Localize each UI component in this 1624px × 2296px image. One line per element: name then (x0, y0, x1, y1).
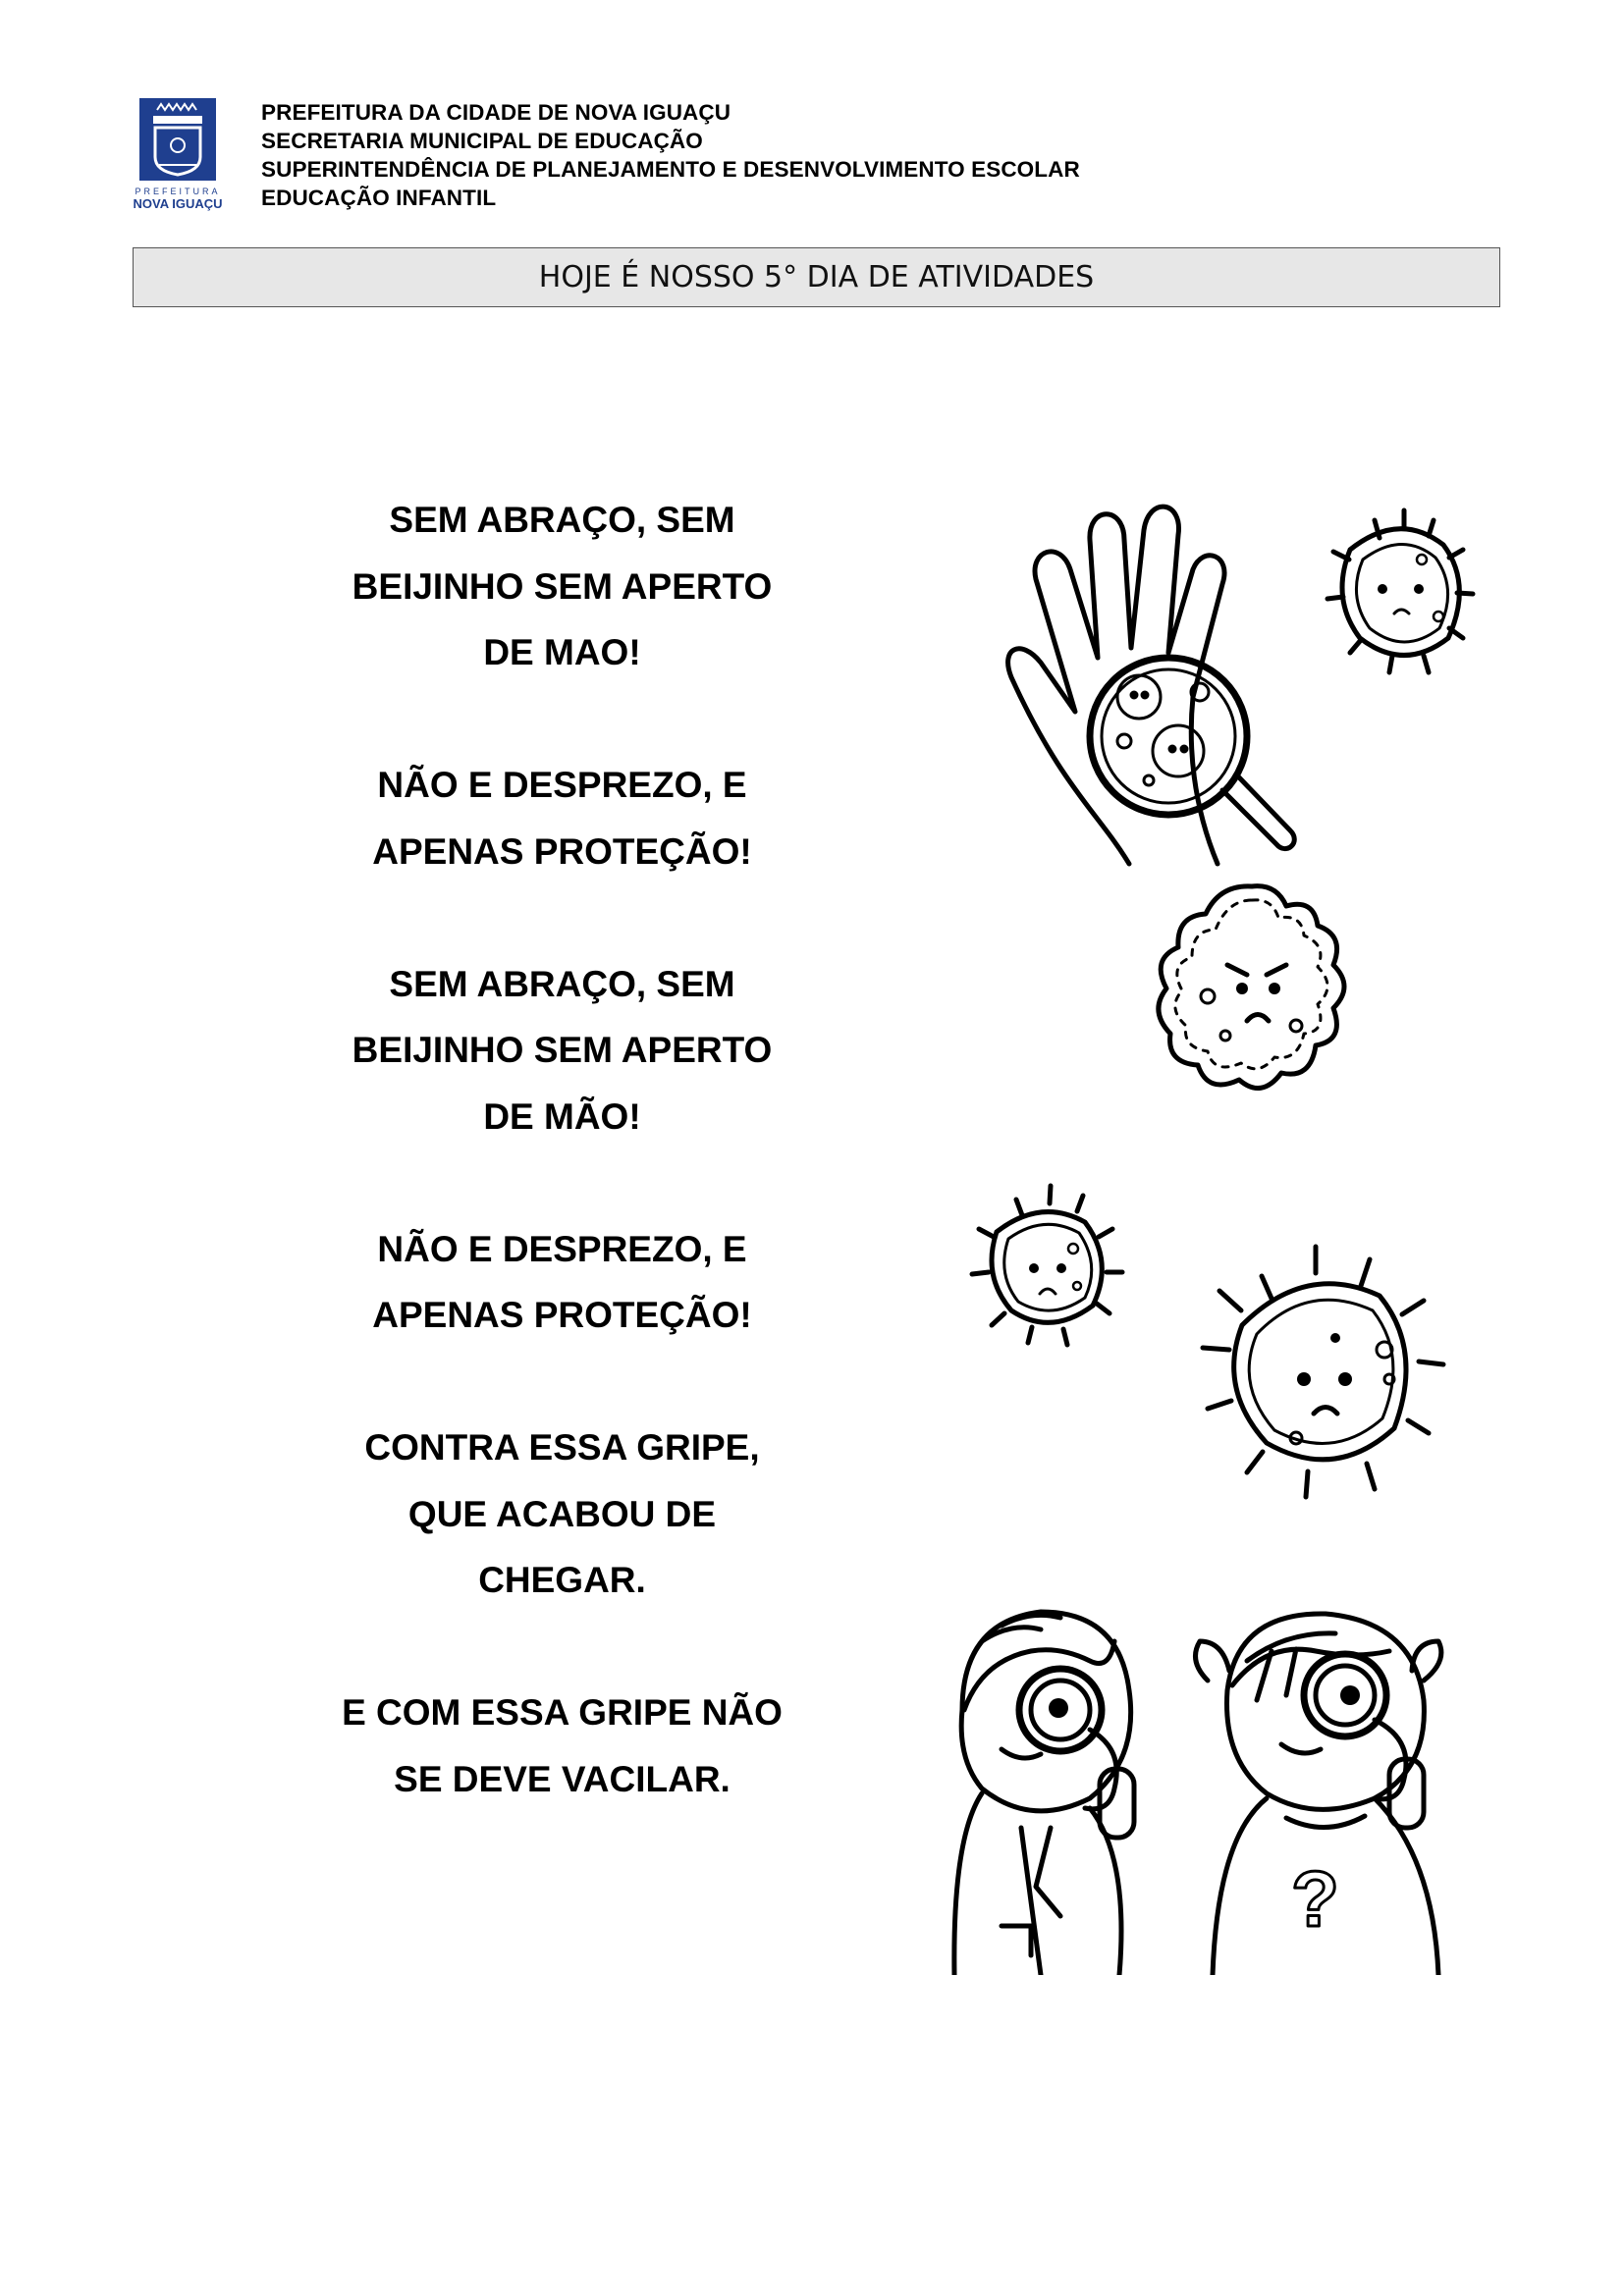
children-icon (943, 1602, 1488, 1975)
poem-line: CHEGAR. (478, 1560, 646, 1600)
poem-line: DE MÃO! (483, 1095, 641, 1137)
virus-icon (967, 1178, 1129, 1355)
poem-line: SE DEVE VACILAR. (394, 1758, 731, 1799)
poem-line: BEIJINHO SEM APERTO (352, 565, 773, 607)
poem (295, 487, 830, 1879)
virus-large (1198, 1232, 1453, 1507)
kids-magnifier-illustration (943, 1602, 1488, 1975)
hand-magnifier-illustration (982, 491, 1335, 874)
hand-germs-icon (982, 491, 1335, 874)
virus-icon (1316, 491, 1483, 687)
poem-line: CONTRA ESSA GRIPE, (364, 1427, 760, 1468)
virus-angry (1149, 879, 1360, 1104)
question-mark-icon: ? (1291, 1855, 1339, 1943)
coat-of-arms-icon (126, 96, 230, 212)
poem-line: E COM ESSA GRIPE NÃO (342, 1692, 783, 1733)
header-line-secretariat: SECRETARIA MUNICIPAL DE EDUCAÇÃO (261, 129, 703, 153)
poem-stanza (295, 1680, 830, 1812)
virus-small-top (1316, 491, 1483, 687)
institution-header (261, 98, 1080, 212)
svg-text:PREFEITURA: PREFEITURA (135, 187, 221, 196)
poem-line: APENAS PROTEÇÃO! (372, 1295, 752, 1335)
virus-icon (1149, 879, 1360, 1104)
poem-stanza (295, 1216, 830, 1349)
poem-stanza (295, 951, 830, 1150)
poem-line: NÃO E DESPREZO, E (377, 1228, 747, 1269)
svg-text:NOVA IGUAÇU: NOVA IGUAÇU (133, 196, 223, 211)
poem-line: BEIJINHO SEM APERTO (352, 1030, 773, 1070)
poem-line: SEM ABRAÇO, SEM (389, 500, 735, 540)
header-line-department: EDUCAÇÃO INFANTIL (261, 186, 497, 210)
poem-line: NÃO E DESPREZO, E (377, 765, 747, 805)
poem-line: DE MAO! (483, 632, 641, 672)
header-line-superintendence: SUPERINTENDÊNCIA DE PLANEJAMENTO E DESENVOLVIMENTO ESCOLAR (261, 157, 1080, 182)
header-line-city: PREFEITURA DA CIDADE DE NOVA IGUAÇU (261, 100, 731, 125)
virus-icon (1198, 1232, 1453, 1507)
poem-stanza (295, 1415, 830, 1614)
poem-line: QUE ACABOU DE (407, 1493, 717, 1534)
poem-line: SEM ABRAÇO, SEM (389, 963, 735, 1004)
poem-stanza (295, 752, 830, 884)
activity-day-banner: HOJE É NOSSO 5° DIA DE ATIVIDADES (133, 247, 1500, 307)
prefeitura-logo (126, 96, 230, 212)
virus-small-left (967, 1178, 1129, 1355)
poem-line: APENAS PROTEÇÃO! (372, 830, 752, 872)
poem-stanza (295, 487, 830, 686)
